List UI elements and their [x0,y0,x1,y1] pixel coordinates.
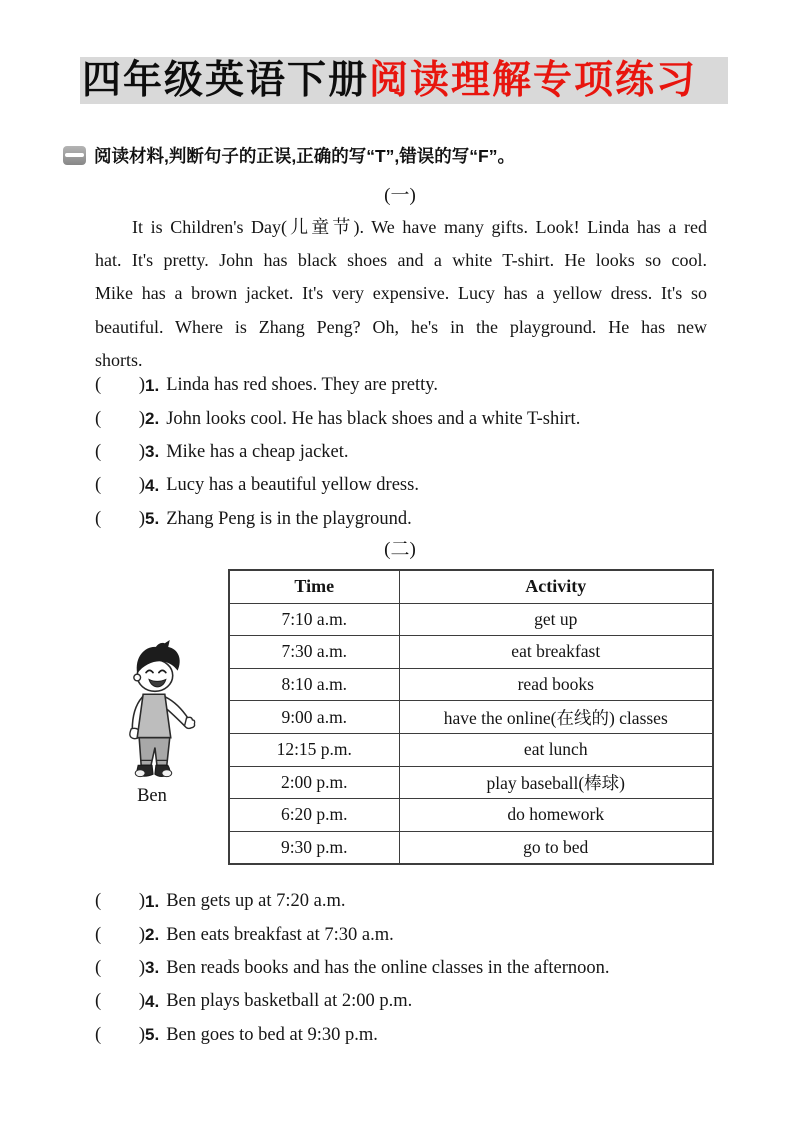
table-row [229,668,713,701]
question-number: 4. [145,475,160,495]
table-row [229,831,713,864]
answer-blank[interactable] [95,1025,145,1046]
question-text: Zhang Peng is in the playground. [166,508,412,529]
question-number: 5. [145,509,160,529]
character-name-label: Ben [137,786,167,806]
question-text: Ben plays basketball at 2:00 p.m. [166,991,413,1012]
activity-cell: have the online(在线的) classes [399,701,713,734]
question-item [95,402,720,435]
question-number: 1. [145,375,160,395]
paren-close: ) [138,441,145,462]
paren-close: ) [138,508,145,529]
answer-blank[interactable] [95,409,145,430]
activity-cell: play baseball(棒球) [399,766,713,799]
page-title [80,57,728,104]
paren-open: ( [95,957,102,978]
paren-open: ( [95,441,102,462]
question-text: John looks cool. He has black shoes and a white T-shirt. [166,408,581,429]
activity-cell: get up [399,603,713,636]
passage-line: beautiful. Where is Zhang Peng? Oh, he's in the playground. He has new [95,316,707,337]
time-cell: 8:10 a.m. [229,668,399,701]
question-number: 1. [145,891,160,911]
time-cell: 12:15 p.m. [229,733,399,766]
question-item [95,369,720,402]
column-header-time: Time [229,570,399,603]
question-item [95,985,755,1018]
paren-close: ) [138,408,145,429]
activity-cell: eat breakfast [399,636,713,669]
schedule-table [228,569,714,865]
paren-close: ) [138,375,145,396]
paren-open: ( [95,1024,102,1045]
activity-cell: do homework [399,799,713,832]
paren-close: ) [138,475,145,496]
table-header-row [229,570,713,603]
question-item [95,952,755,985]
column-header-activity: Activity [399,570,713,603]
table-row [229,733,713,766]
section1-label: (一) [384,185,416,206]
passage-line: shorts. [95,349,143,370]
question-number: 2. [145,925,160,945]
question-list-1 [95,369,720,536]
answer-blank[interactable] [95,375,145,396]
paren-close: ) [138,924,145,945]
paren-open: ( [95,508,102,529]
instruction-text: 阅读材料,判断句子的正误,正确的写“T”,错误的写“F”。 [94,146,515,166]
ben-cartoon-illustration [104,640,200,786]
answer-blank[interactable] [95,475,145,496]
paren-close: ) [138,891,145,912]
passage-line: hat. It's pretty. John has black shoes and a white T-shirt. He looks so cool. [95,250,707,271]
question-text: Ben eats breakfast at 7:30 a.m. [166,924,394,945]
question-number: 2. [145,409,160,429]
table-row [229,799,713,832]
question-text: Mike has a cheap jacket. [166,441,349,462]
question-number: 3. [145,442,160,462]
answer-blank[interactable] [95,891,145,912]
paren-open: ( [95,408,102,429]
answer-blank[interactable] [95,442,145,463]
paren-open: ( [95,924,102,945]
question-text: Linda has red shoes. They are pretty. [166,375,438,396]
page-title-grade: 四年级英语下册 [82,59,370,102]
question-text: Lucy has a beautiful yellow dress. [166,475,419,496]
question-item [95,436,720,469]
question-item [95,1019,755,1052]
question-number: 4. [145,991,160,1011]
time-cell: 2:00 p.m. [229,766,399,799]
question-number: 3. [145,958,160,978]
time-cell: 7:10 a.m. [229,603,399,636]
instruction-row [63,143,515,168]
section2-label: (二) [384,539,416,560]
question-item [95,918,755,951]
activity-cell: eat lunch [399,733,713,766]
question-text: Ben gets up at 7:20 a.m. [166,891,346,912]
table-row [229,636,713,669]
minus-badge-icon [63,146,86,165]
reading-passage-1 [95,211,707,377]
answer-blank[interactable] [95,991,145,1012]
table-row [229,701,713,734]
paren-open: ( [95,375,102,396]
paren-open: ( [95,991,102,1012]
page-title-topic: 阅读理解专项练习 [369,59,698,102]
question-list-2 [95,885,755,1052]
passage-line: Mike has a brown jacket. It's very expensive. Lucy has a yellow dress. It's so [95,283,707,304]
question-text: Ben goes to bed at 9:30 p.m. [166,1024,378,1045]
answer-blank[interactable] [95,958,145,979]
time-cell: 9:00 a.m. [229,701,399,734]
paren-close: ) [138,1024,145,1045]
paren-close: ) [138,991,145,1012]
question-item [95,885,755,918]
paren-open: ( [95,891,102,912]
time-cell: 7:30 a.m. [229,636,399,669]
activity-cell: go to bed [399,831,713,864]
question-text: Ben reads books and has the online classes in the afternoon. [166,957,610,978]
table-row [229,766,713,799]
answer-blank[interactable] [95,925,145,946]
answer-blank[interactable] [95,509,145,530]
passage-line: It is Children's Day(儿童节). We have many gifts. Look! Linda has a red [132,217,707,237]
paren-open: ( [95,475,102,496]
activity-cell: read books [399,668,713,701]
time-cell: 9:30 p.m. [229,831,399,864]
question-number: 5. [145,1025,160,1045]
question-item [95,503,720,536]
table-row [229,603,713,636]
paren-close: ) [138,957,145,978]
time-cell: 6:20 p.m. [229,799,399,832]
question-item [95,469,720,502]
